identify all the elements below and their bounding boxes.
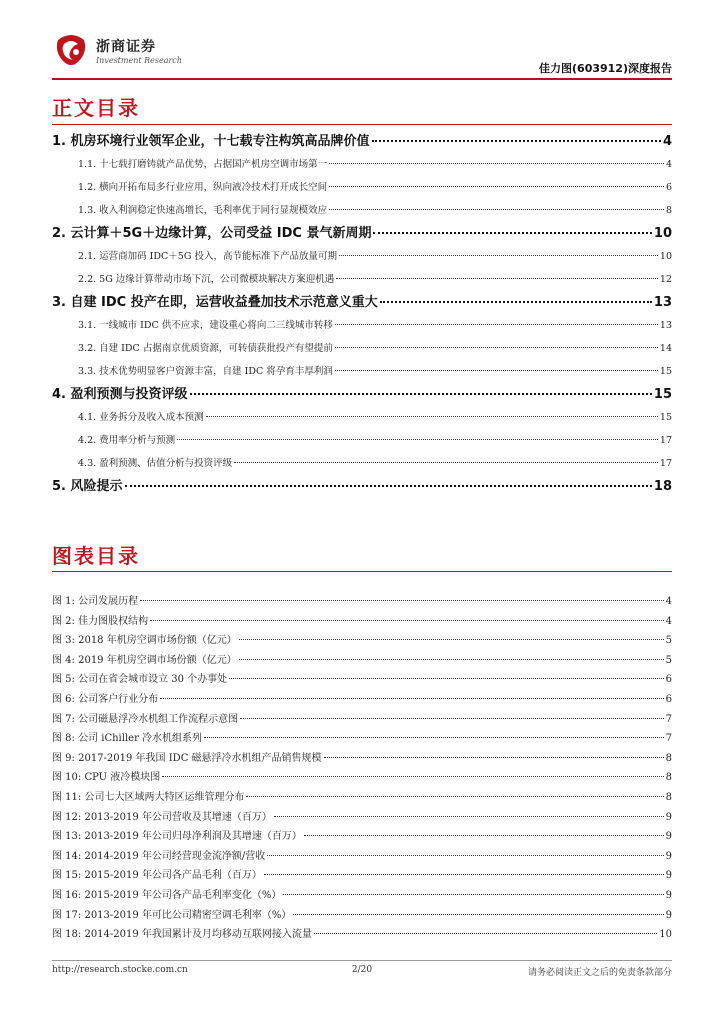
- dot-leader: [329, 209, 664, 210]
- dot-leader: [125, 485, 652, 487]
- entry-page-number: 4: [665, 615, 672, 627]
- page-header: [52, 30, 672, 78]
- dot-leader: [329, 186, 664, 187]
- dot-leader: [372, 140, 661, 142]
- toc-section-entry[interactable]: [52, 314, 672, 337]
- figure-entry[interactable]: [52, 612, 672, 632]
- entry-title: 图 10: CPU 液冷模块图: [52, 772, 161, 784]
- entry-page-number: 4: [665, 159, 672, 170]
- dot-leader: [380, 301, 652, 303]
- entry-title: 1.1. 十七载打磨铸就产品优势，占据国产机房空调市场第一: [78, 159, 328, 170]
- toc-section-entry[interactable]: [52, 429, 672, 452]
- entry-page-number: 10: [659, 929, 672, 941]
- dot-leader: [274, 816, 664, 817]
- dot-leader: [190, 393, 652, 395]
- entry-page-number: 13: [653, 295, 672, 310]
- entry-title: 1. 机房环境行业领军企业，十七载专注构筑高品牌价值: [52, 134, 370, 149]
- report-tag: 佳力图(603912)深度报告: [539, 62, 672, 75]
- footer-disclaimer: 请务必阅读正文之后的免责条款部分: [527, 968, 672, 978]
- figure-entry[interactable]: [52, 906, 672, 926]
- entry-title: 4.1. 业务拆分及收入成本预测: [78, 412, 204, 423]
- entry-title: 图 15: 2015-2019 年公司各产品毛利（百万）: [52, 870, 262, 882]
- figures-title: 图表目录: [52, 544, 140, 568]
- dot-leader: [240, 718, 664, 719]
- entry-page-number: 8: [665, 772, 672, 784]
- entry-title: 图 1: 公司发展历程: [52, 596, 139, 607]
- figure-entry[interactable]: [52, 925, 672, 945]
- entry-page-number: 4: [665, 596, 672, 607]
- footer-divider: [52, 960, 672, 961]
- dot-leader: [283, 894, 663, 895]
- entry-title: 图 5: 公司在省会城市设立 30 个办事处: [52, 674, 228, 686]
- dot-leader: [324, 757, 664, 758]
- entry-title: 图 16: 2015-2019 年公司各产品毛利率变化（%）: [52, 889, 282, 901]
- entry-title: 3. 自建 IDC 投产在即，运营收益叠加技术示范意义重大: [52, 295, 378, 310]
- entry-page-number: 9: [665, 850, 672, 862]
- figure-entry[interactable]: [52, 847, 672, 867]
- dot-leader: [162, 776, 663, 777]
- entry-page-number: 15: [653, 387, 672, 402]
- entry-page-number: 18: [653, 479, 672, 494]
- toc-chapter-entry[interactable]: [52, 383, 672, 406]
- figure-entry[interactable]: [52, 651, 672, 671]
- entry-page-number: 6: [665, 674, 672, 686]
- entry-title: 4.2. 费用率分析与预测: [78, 435, 176, 446]
- dot-leader: [140, 600, 664, 601]
- toc-title: 正文目录: [52, 96, 140, 120]
- toc-section-entry[interactable]: [52, 360, 672, 383]
- entry-page-number: 15: [659, 366, 672, 377]
- entry-page-number: 9: [665, 889, 672, 901]
- entry-title: 3.2. 自建 IDC 占据南京优质资源，可转债获批投产有望提前: [78, 343, 333, 354]
- entry-title: 3.3. 技术优势明显客户资源丰富，自建 IDC 将孕育丰厚利润: [78, 366, 333, 377]
- figure-entry[interactable]: [52, 749, 672, 769]
- toc-section-entry[interactable]: [52, 406, 672, 429]
- dot-leader: [329, 163, 664, 164]
- entry-title: 2.1. 运营商加码 IDC＋5G 投入，高节能标准下产品放量可期: [78, 251, 337, 262]
- toc-list: [52, 130, 672, 498]
- dot-leader: [293, 914, 663, 915]
- entry-page-number: 8: [665, 205, 672, 216]
- entry-page-number: 15: [659, 412, 672, 423]
- entry-title: 图 11: 公司七大区域两大特区运维管理分布: [52, 791, 245, 803]
- figure-entry[interactable]: [52, 788, 672, 808]
- entry-title: 1.3. 收入利润稳定快速高增长，毛利率优于同行显规模效应: [78, 205, 328, 216]
- entry-page-number: 17: [659, 458, 672, 469]
- figure-entry[interactable]: [52, 827, 672, 847]
- figure-entry[interactable]: [52, 592, 672, 612]
- toc-section-entry[interactable]: [52, 199, 672, 222]
- entry-page-number: 10: [659, 251, 672, 262]
- figures-title-divider: [52, 571, 672, 572]
- dot-leader: [304, 835, 664, 836]
- entry-title: 图 4: 2019 年机房空调市场份额（亿元）: [52, 654, 237, 666]
- dot-leader: [204, 737, 664, 738]
- dot-leader: [239, 659, 664, 660]
- entry-page-number: 9: [665, 870, 672, 882]
- dot-leader: [335, 324, 658, 325]
- figure-entry[interactable]: [52, 670, 672, 690]
- entry-title: 图 8: 公司 iChiller 冷水机组系列: [52, 733, 203, 745]
- entry-title: 5. 风险提示: [52, 479, 123, 494]
- figure-entry[interactable]: [52, 866, 672, 886]
- dot-leader: [314, 933, 657, 934]
- toc-title-divider: [52, 124, 672, 125]
- zheshang-logo-icon: [52, 30, 90, 68]
- entry-title: 1.2. 横向开拓布局多行业应用，纵向液冷技术打开成长空间: [78, 182, 328, 193]
- toc-section-entry[interactable]: [52, 337, 672, 360]
- toc-section-entry[interactable]: [52, 153, 672, 176]
- entry-title: 图 2: 佳力图股权结构: [52, 615, 149, 627]
- logo-english-name: Investment Research: [96, 56, 182, 65]
- dot-leader: [246, 796, 663, 797]
- entry-page-number: 10: [653, 226, 672, 241]
- toc-chapter-entry[interactable]: [52, 130, 672, 153]
- entry-page-number: 8: [665, 752, 672, 764]
- toc-chapter-entry[interactable]: [52, 291, 672, 314]
- entry-page-number: 6: [665, 693, 672, 705]
- entry-page-number: 9: [665, 909, 672, 921]
- dot-leader: [267, 855, 663, 856]
- dot-leader: [336, 278, 658, 279]
- toc-section-entry[interactable]: [52, 452, 672, 475]
- entry-page-number: 7: [665, 733, 672, 745]
- page-footer: [52, 960, 672, 990]
- toc-section-entry[interactable]: [52, 268, 672, 291]
- entry-title: 2.2. 5G 边缘计算带动市场下沉，公司微模块解决方案迎机遇: [78, 274, 335, 285]
- dot-leader: [229, 678, 663, 679]
- dot-leader: [206, 416, 658, 417]
- entry-title: 4. 盈利预测与投资评级: [52, 387, 188, 402]
- entry-title: 图 17: 2013-2019 年可比公司精密空调毛利率（%）: [52, 909, 292, 921]
- toc-chapter-entry[interactable]: [52, 222, 672, 245]
- entry-title: 图 7: 公司磁悬浮冷水机组工作流程示意图: [52, 713, 239, 725]
- entry-title: 图 9: 2017-2019 年我国 IDC 磁悬浮冷水机组产品销售规模: [52, 752, 322, 764]
- entry-page-number: 5: [665, 654, 672, 666]
- entry-page-number: 17: [659, 435, 672, 446]
- toc-section-entry[interactable]: [52, 245, 672, 268]
- dot-leader: [335, 347, 658, 348]
- logo-chinese-name: 浙商证券: [96, 39, 156, 55]
- entry-title: 3.1. 一线城市 IDC 供不应求，建设重心将向二三线城市转移: [78, 320, 333, 331]
- entry-title: 图 3: 2018 年机房空调市场份额（亿元）: [52, 635, 237, 647]
- dot-leader: [150, 620, 664, 621]
- entry-page-number: 9: [665, 811, 672, 823]
- footer-url-link[interactable]: http://research.stocke.com.cn: [52, 965, 188, 975]
- entry-page-number: 12: [659, 274, 672, 285]
- dot-leader: [335, 370, 658, 371]
- entry-title: 4.3. 盈利预测、估值分析与投资评级: [78, 458, 233, 469]
- dot-leader: [264, 874, 664, 875]
- entry-page-number: 9: [665, 831, 672, 843]
- entry-title: 图 18: 2014-2019 年我国累计及月均移动互联网接入流量: [52, 929, 312, 941]
- toc-chapter-entry[interactable]: [52, 475, 672, 498]
- toc-section-entry[interactable]: [52, 176, 672, 199]
- figure-entry[interactable]: [52, 886, 672, 906]
- header-divider: [52, 78, 672, 80]
- entry-title: 图 12: 2013-2019 年公司营收及其增速（百万）: [52, 811, 272, 823]
- figure-entry[interactable]: [52, 729, 672, 749]
- entry-page-number: 7: [665, 713, 672, 725]
- dot-leader: [177, 439, 658, 440]
- figure-entry[interactable]: [52, 808, 672, 828]
- entry-title: 图 14: 2014-2019 年公司经营现金流净额/营收: [52, 850, 266, 862]
- dot-leader: [234, 462, 658, 463]
- figure-entry[interactable]: [52, 690, 672, 710]
- entry-page-number: 6: [665, 182, 672, 193]
- figure-entry[interactable]: [52, 710, 672, 730]
- entry-page-number: 8: [665, 791, 672, 803]
- footer-page-number: 2/20: [351, 965, 373, 975]
- entry-page-number: 4: [662, 134, 672, 149]
- figure-entry[interactable]: [52, 768, 672, 788]
- entry-page-number: 13: [659, 320, 672, 331]
- entry-page-number: 14: [659, 343, 672, 354]
- entry-page-number: 5: [665, 635, 672, 647]
- dot-leader: [239, 639, 664, 640]
- dot-leader: [160, 698, 664, 699]
- entry-title: 2. 云计算＋5G＋边缘计算，公司受益 IDC 景气新周期: [52, 226, 372, 241]
- entry-title: 图 13: 2013-2019 年公司归母净利润及其增速（百万）: [52, 831, 302, 843]
- figure-entry[interactable]: [52, 631, 672, 651]
- entry-title: 图 6: 公司客户行业分布: [52, 693, 159, 705]
- dot-leader: [339, 255, 658, 256]
- figures-list: [52, 592, 672, 945]
- dot-leader: [373, 232, 651, 234]
